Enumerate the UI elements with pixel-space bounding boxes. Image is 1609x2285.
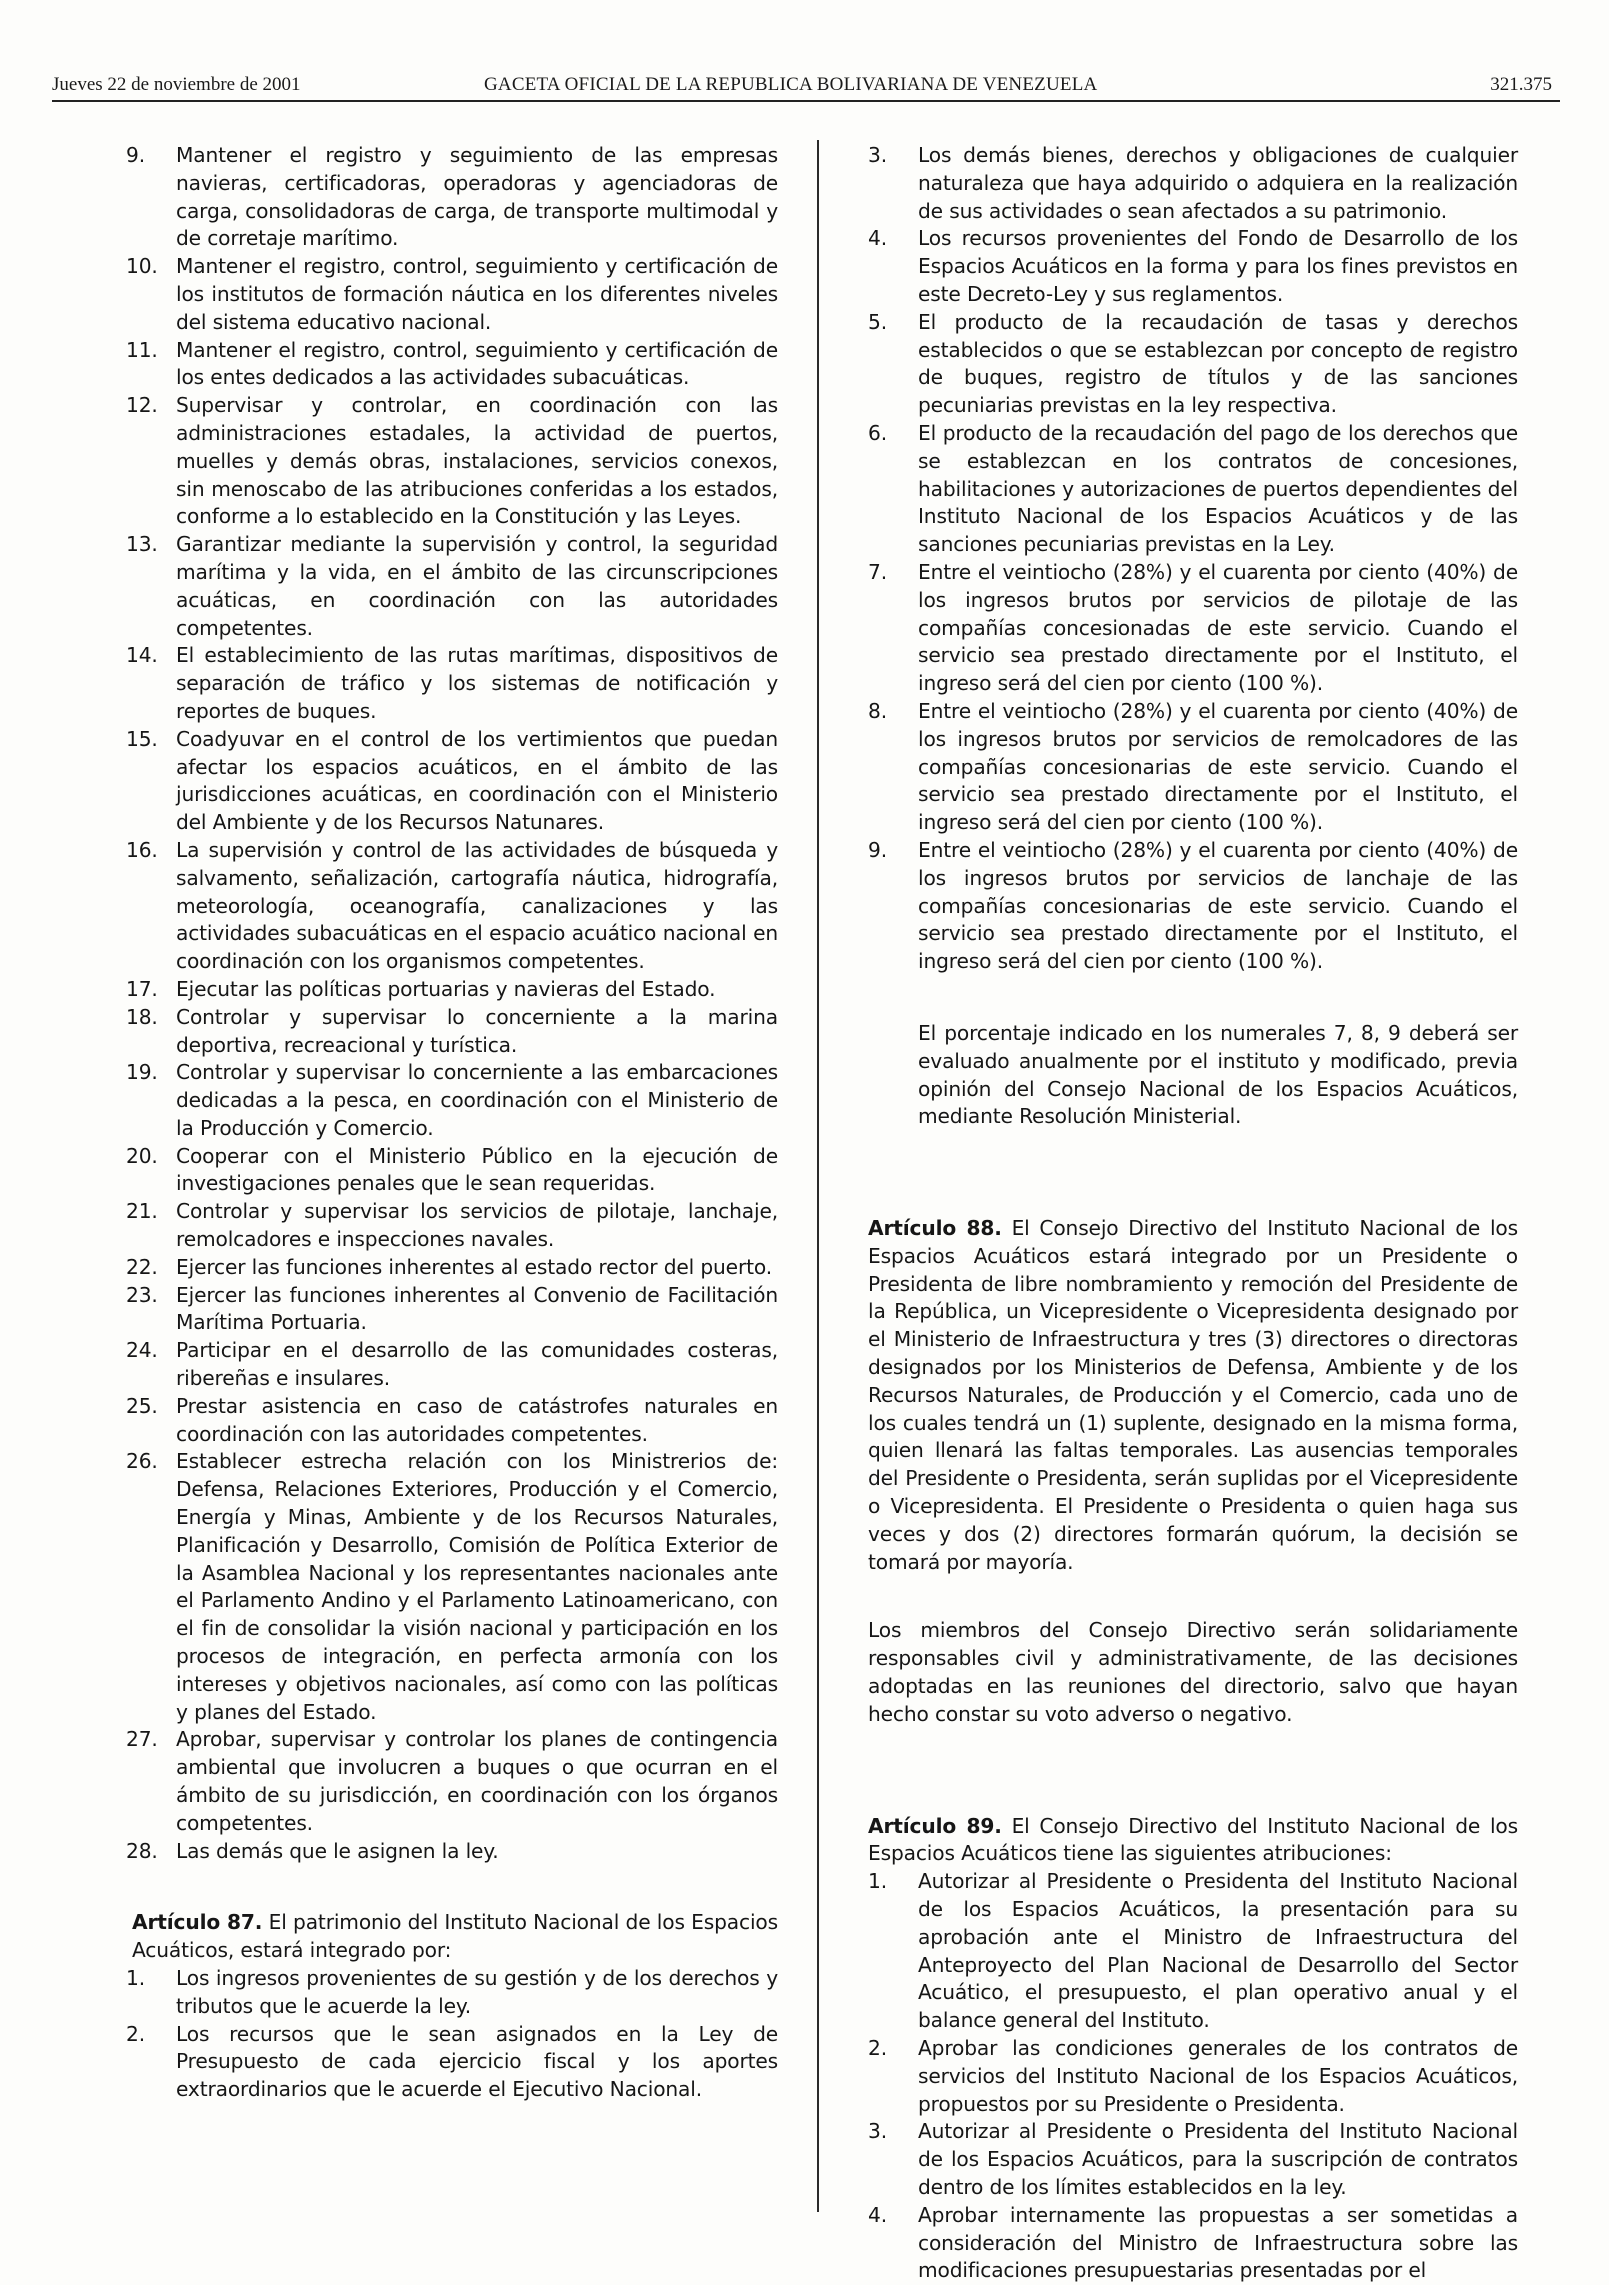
list-item-number: 25.	[126, 1393, 158, 1418]
header-page-number: 321.375	[1490, 74, 1552, 95]
list-item-text: Controlar y supervisar lo concerniente a las embarcaciones dedicadas a la pesca, en coordinación con el Ministerio de la Producción y Comercio.	[176, 1060, 778, 1140]
page-header	[52, 70, 1560, 102]
attribution-item	[128, 1448, 778, 1726]
list-item-number: 9.	[868, 837, 887, 862]
attribution-item	[128, 1726, 778, 1837]
article-89-heading: Artículo 89.	[868, 1813, 1002, 1838]
article-89	[868, 1813, 1518, 1869]
list-item-number: 26.	[126, 1449, 158, 1474]
list-item-text: Ejecutar las políticas portuarias y navieras del Estado.	[176, 976, 716, 1001]
attribution-item	[128, 1393, 778, 1449]
article-88	[868, 1215, 1518, 1576]
list-item-text: Las demás que le asignen la ley.	[176, 1838, 499, 1863]
list-item-text: Prestar asistencia en caso de catástrofes naturales en coordinación con las autoridades competentes.	[176, 1393, 778, 1446]
patrimony-item	[868, 309, 1518, 420]
list-item-number: 1.	[126, 1966, 145, 1990]
list-item-text: Supervisar y controlar, en coordinación con las administraciones estadales, la actividad de puertos, muelles y demás obras, instalaciones, servicios conexos, sin menoscabo de las atribuciones conferidas a los estados, conforme a lo establecido en la Constitución y las Leyes.	[176, 393, 778, 529]
attribution-item	[128, 837, 778, 976]
list-item-text: La supervisión y control de las actividades de búsqueda y salvamento, señalización, cartografía náutica, hidrografía, meteorología, oceanografía, canalizaciones y las actividades subacuáticas en el espacio acuático nacional en coordinación con los organismos competentes.	[176, 837, 778, 974]
list-item-text: El producto de la recaudación del pago de los derechos que se establezcan en los contratos de concesiones, habilitaciones y autorizaciones de puertos dependientes del Instituto Nacional de los Espacios Acuáticos y de las sanciones pecuniarias previstas en la Ley.	[918, 420, 1518, 557]
article-87-heading: Artículo 87.	[132, 1910, 263, 1935]
patrimony-item	[868, 837, 1518, 976]
list-item-text: Los recursos que le sean asignados en la Ley de Presupuesto de cada ejercicio fiscal y los aportes extraordinarios que le acuerde el Ejecutivo Nacional.	[176, 2021, 778, 2102]
patrimony-item	[868, 420, 1518, 559]
list-item-number: 23.	[126, 1282, 158, 1307]
left-column	[128, 142, 778, 2104]
list-item-text: Cooperar con el Ministerio Público en la ejecución de investigaciones penales que le sean requeridas.	[176, 1143, 778, 1196]
attribution-item	[128, 142, 778, 253]
board-attribution-item	[868, 2202, 1518, 2285]
article-87-text: El patrimonio del Instituto Nacional de los Espacios Acuáticos, estará integrado por:	[132, 1910, 778, 1963]
article-88-paragraph-2: Los miembros del Consejo Directivo serán solidariamente responsables civil y administrativamente, de las decisiones adoptadas en las reuniones del directorio, salvo que hayan hecho constar su voto adverso o negativo.	[868, 1618, 1518, 1726]
attribution-item	[128, 1198, 778, 1254]
list-item-number: 15.	[126, 726, 158, 751]
list-item-number: 13.	[126, 532, 158, 557]
list-item-number: 19.	[126, 1060, 158, 1085]
list-item-text: Controlar y supervisar los servicios de pilotaje, lanchaje, remolcadores e inspecciones navales.	[176, 1199, 778, 1252]
list-item-number: 28.	[126, 1838, 158, 1863]
list-item-number: 9.	[126, 143, 145, 167]
list-item-number: 17.	[126, 976, 158, 1001]
list-item-number: 4.	[868, 226, 887, 251]
list-item-text: Mantener el registro, control, seguimiento y certificación de los institutos de formación náutica en los diferentes niveles del sistema educativo nacional.	[176, 254, 778, 334]
board-attribution-item	[868, 2035, 1518, 2118]
attribution-item	[128, 337, 778, 393]
attribution-item	[128, 1143, 778, 1199]
article-88-heading: Artículo 88.	[868, 1216, 1002, 1241]
list-item-text: Aprobar las condiciones generales de los contratos de servicios del Instituto Nacional de los Espacios Acuáticos, propuestos por su Presidente o Presidenta.	[918, 2036, 1518, 2116]
article-88-text: El Consejo Directivo del Instituto Nacional de los Espacios Acuáticos estará integrado por un Presidente o Presidenta de libre nombramiento y remoción del Presidente de la República, un Vicepresidente o Vicepresidenta designado por el Ministerio de Infraestructura y tres (3) directores o directoras designados por los Ministerios de Defensa, Ambiente y de los Recursos Naturales, de Producción y el Comercio, cada uno de los cuales tendrá un (1) suplente, designado en la misma forma, quien llenará las faltas temporales. Las ausencias temporales del Presidente o Presidenta, serán suplidas por el Vicepresidente o Vicepresidenta. El Presidente o Presidenta o quien haga sus veces y dos (2) directores formarán quórum, la decisión se tomará por mayoría.	[868, 1216, 1518, 1574]
article-87-list-continued	[868, 142, 1518, 976]
list-item-text: Entre el veintiocho (28%) y el cuarenta por ciento (40%) de los ingresos brutos por servicios de remolcadores de las compañías concesionarias de este servicio. Cuando el servicio sea prestado directamente por el Instituto, el ingreso será del cien por ciento (100 %).	[918, 698, 1518, 835]
patrimony-item	[128, 1965, 778, 2021]
list-item-text: Participar en el desarrollo de las comunidades costeras, ribereñas e insulares.	[176, 1338, 778, 1391]
list-item-number: 22.	[126, 1254, 158, 1279]
list-item-text: Coadyuvar en el control de los vertimientos que puedan afectar los espacios acuáticos, en el ámbito de las jurisdicciones acuáticas, en coordinación con el Ministerio del Ambiente y de los Recursos Natunares.	[176, 726, 778, 835]
list-item-number: 6.	[868, 420, 887, 445]
list-item-number: 3.	[868, 2119, 887, 2144]
board-attribution-item	[868, 1868, 1518, 2035]
attribution-item	[128, 531, 778, 642]
list-item-number: 16.	[126, 837, 158, 862]
list-item-number: 7.	[868, 559, 887, 584]
right-column	[868, 142, 1518, 2285]
list-item-number: 1.	[868, 1869, 887, 1894]
list-item-text: Controlar y supervisar lo concerniente a la marina deportiva, recreacional y turística.	[176, 1004, 778, 1057]
list-item-text: Mantener el registro, control, seguimiento y certificación de los entes dedicados a las actividades subacuáticas.	[176, 337, 778, 390]
list-item-number: 11.	[126, 337, 158, 362]
attribution-item	[128, 1337, 778, 1393]
list-item-text: Aprobar internamente las propuestas a ser sometidas a consideración del Ministro de Infraestructura sobre las modificaciones presupuestarias presentadas por el	[918, 2202, 1518, 2283]
patrimony-item	[128, 2021, 778, 2104]
column-divider	[817, 140, 819, 2212]
list-item-text: Autorizar al Presidente o Presidenta del Instituto Nacional de los Espacios Acuáticos, la presentación para su aprobación ante el Ministro de Infraestructura del Anteproyecto del Plan Nacional de Desarrollo del Sector Acuático, el presupuesto, el plan operativo anual y el balance general del Instituto.	[918, 1869, 1518, 2033]
list-item-text: Los demás bienes, derechos y obligaciones de cualquier naturaleza que haya adquirido o adquiera en la realización de sus actividades o sean afectados a su patrimonio.	[918, 143, 1518, 223]
list-item-text: Ejercer las funciones inherentes al estado rector del puerto.	[176, 1254, 772, 1279]
attribution-item	[128, 1838, 778, 1866]
list-item-text: Entre el veintiocho (28%) y el cuarenta por ciento (40%) de los ingresos brutos por servicios de pilotaje de las compañías concesionadas de este servicio. Cuando el servicio sea prestado directamente por el Instituto, el ingreso será del cien por ciento (100 %).	[918, 559, 1518, 696]
attribution-item	[128, 253, 778, 336]
list-item-number: 20.	[126, 1143, 158, 1168]
attribution-item	[128, 642, 778, 725]
list-item-number: 3.	[868, 143, 887, 167]
attribution-item	[128, 1254, 778, 1282]
list-item-number: 18.	[126, 1004, 158, 1029]
article-89-list	[868, 1868, 1518, 2285]
list-item-number: 21.	[126, 1199, 158, 1224]
list-item-number: 2.	[868, 2036, 887, 2061]
header-date: Jueves 22 de noviembre de 2001	[52, 74, 301, 95]
list-item-number: 4.	[868, 2202, 887, 2227]
list-item-number: 12.	[126, 393, 158, 418]
list-item-text: Establecer estrecha relación con los Ministrerios de: Defensa, Relaciones Exteriores, Producción y el Comercio, Energía y Minas, Ambiente y de los Recursos Naturales, Planificación y Desarrollo, Comisión de Política Exterior de la Asamblea Nacional y los representantes nacionales ante el Parlamento Andino y el Parlamento Latinoamericano, con el fin de consolidar la visión nacional y participación en los procesos de integración, en perfecta armonía con los intereses y objetivos nacionales, así como con las políticas y planes del Estado.	[176, 1449, 778, 1724]
list-item-number: 5.	[868, 309, 887, 334]
list-item-number: 10.	[126, 254, 158, 279]
list-item-number: 24.	[126, 1338, 158, 1363]
list-item-text: Ejercer las funciones inherentes al Convenio de Facilitación Marítima Portuaria.	[176, 1282, 778, 1335]
header-title: GACETA OFICIAL DE LA REPUBLICA BOLIVARIANA DE VENEZUELA	[484, 74, 1098, 95]
percentage-note: El porcentaje indicado en los numerales 7, 8, 9 deberá ser evaluado anualmente por el instituto y modificado, previa opinión del Consejo Nacional de los Espacios Acuáticos, mediante Resolución Ministerial.	[918, 1020, 1518, 1129]
list-item-number: 8.	[868, 698, 887, 723]
attribution-item	[128, 392, 778, 531]
attribution-item	[128, 1004, 778, 1060]
article-89-text: El Consejo Directivo del Instituto Nacional de los Espacios Acuáticos tiene las siguientes atribuciones:	[868, 1813, 1518, 1866]
patrimony-item	[868, 698, 1518, 837]
attribution-item	[128, 726, 778, 837]
list-item-text: Autorizar al Presidente o Presidenta del Instituto Nacional de los Espacios Acuáticos, para la suscripción de contratos dentro de los límites establecidos en la ley.	[918, 2119, 1518, 2199]
list-item-text: El establecimiento de las rutas marítimas, dispositivos de separación de tráfico y los sistemas de notificación y reportes de buques.	[176, 643, 778, 723]
list-item-number: 14.	[126, 643, 158, 668]
list-item-text: Los recursos provenientes del Fondo de Desarrollo de los Espacios Acuáticos en la forma y para los fines previstos en este Decreto-Ley y sus reglamentos.	[918, 226, 1518, 306]
article-87	[132, 1909, 778, 1965]
list-item-text: Los ingresos provenientes de su gestión y de los derechos y tributos que le acuerde la ley.	[176, 1966, 778, 2018]
article-87-list	[128, 1965, 778, 2104]
patrimony-item	[868, 225, 1518, 308]
attributions-list	[128, 142, 778, 1865]
list-item-text: Mantener el registro y seguimiento de las empresas navieras, certificadoras, operadoras y agenciadoras de carga, consolidadoras de carga, de transporte multimodal y de corretaje marítimo.	[176, 143, 778, 251]
list-item-text: Garantizar mediante la supervisión y control, la seguridad marítima y la vida, en el ámbito de las circunscripciones acuáticas, en coordinación con las autoridades competentes.	[176, 532, 778, 640]
board-attribution-item	[868, 2118, 1518, 2201]
attribution-item	[128, 976, 778, 1004]
patrimony-item	[868, 559, 1518, 698]
list-item-text: Aprobar, supervisar y controlar los planes de contingencia ambiental que involucren a buques o que ocurran en el ámbito de su jurisdicción, en coordinación con los órganos competentes.	[176, 1727, 778, 1835]
list-item-number: 2.	[126, 2021, 145, 2046]
list-item-text: El producto de la recaudación de tasas y derechos establecidos o que se establezcan por concepto de registro de buques, registro de títulos y de las sanciones pecuniarias previstas en la ley respectiva.	[918, 309, 1518, 418]
patrimony-item	[868, 142, 1518, 225]
attribution-item	[128, 1282, 778, 1338]
list-item-number: 27.	[126, 1727, 158, 1752]
list-item-text: Entre el veintiocho (28%) y el cuarenta por ciento (40%) de los ingresos brutos por servicios de lanchaje de las compañías concesionarias de este servicio. Cuando el servicio sea prestado directamente por el Instituto, el ingreso será del cien por ciento (100 %).	[918, 837, 1518, 974]
attribution-item	[128, 1059, 778, 1142]
